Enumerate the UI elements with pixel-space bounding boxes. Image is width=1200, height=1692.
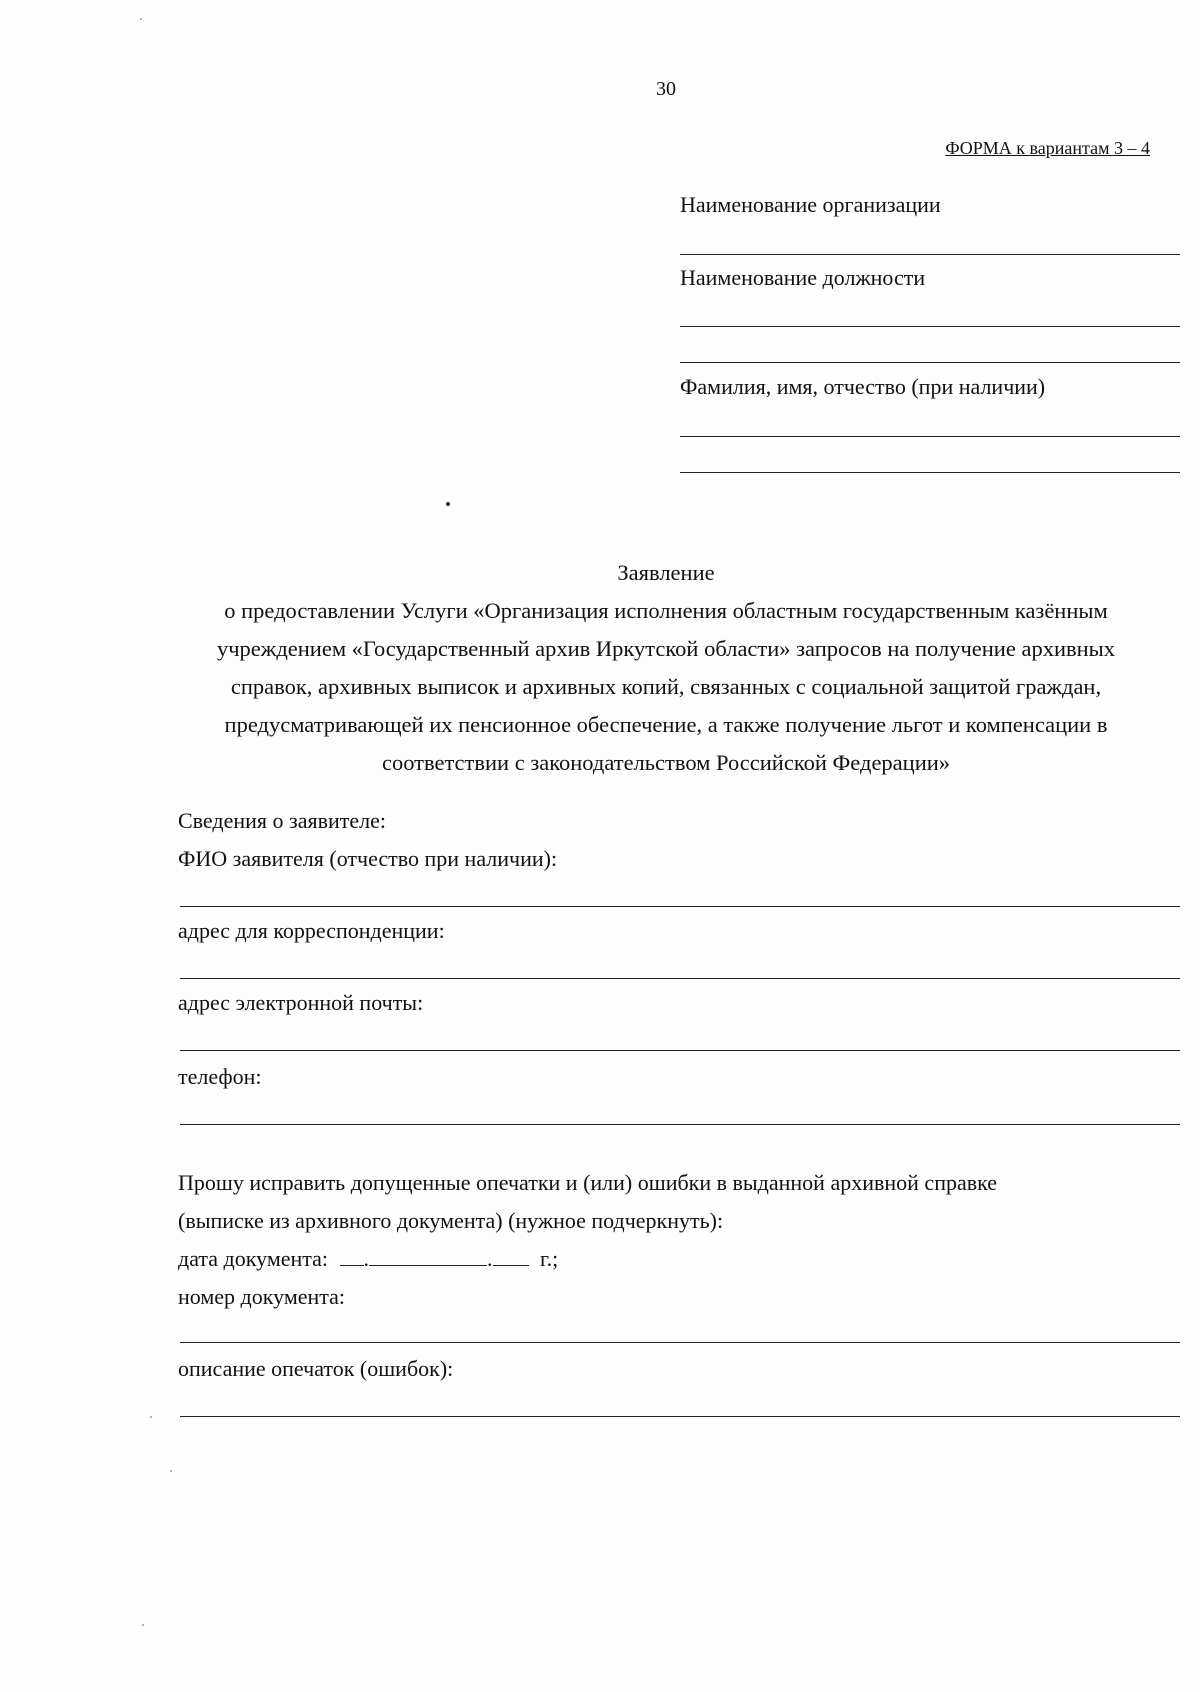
fullname-field-line-2[interactable] — [680, 472, 1180, 473]
request-line-2: (выписке из архивного документа) (нужное подчеркнуть): — [178, 1208, 724, 1233]
title-line-2: учреждением «Государственный архив Иркутской области» запросов на получение архивных — [216, 636, 1116, 661]
applicant-fio-label: ФИО заявителя (отчество при наличии): — [178, 846, 558, 871]
title-heading: Заявление — [617, 560, 715, 585]
title-line-4: предусматривающей их пенсионное обеспечение, а также получение льгот и компенсации в — [224, 712, 1108, 737]
document-number-label: номер документа: — [178, 1284, 346, 1309]
position-label: Наименование должности — [680, 265, 926, 290]
document-number-field-line[interactable] — [180, 1342, 1180, 1343]
position-field-line-1[interactable] — [680, 326, 1180, 327]
document-date-row — [178, 1246, 558, 1272]
request-line-1: Прошу исправить допущенные опечатки и (или) ошибки в выданной архивной справке — [178, 1170, 998, 1195]
title-line-1: о предоставлении Услуги «Организация исполнения областным государственным казённым — [224, 598, 1108, 623]
organization-label: Наименование организации — [680, 192, 941, 217]
title-line-3: справок, архивных выписок и архивных копий, связанных с социальной защитой граждан, — [230, 674, 1102, 699]
fullname-field-line-1[interactable] — [680, 436, 1180, 437]
address-label: адрес для корреспонденции: — [178, 918, 445, 943]
address-field-line[interactable] — [180, 978, 1180, 979]
date-separator-2: . — [487, 1246, 493, 1271]
year-suffix: г.; — [540, 1246, 559, 1271]
errors-description-label: описание опечаток (ошибок): — [178, 1356, 454, 1381]
date-separator-1: . — [363, 1246, 370, 1271]
stray-dot-mark — [446, 502, 450, 506]
document-date-label: дата документа: — [178, 1246, 329, 1271]
applicant-fio-field-line[interactable] — [180, 906, 1180, 907]
scan-speck — [170, 1470, 172, 1472]
position-field-line-2[interactable] — [680, 362, 1180, 363]
email-label: адрес электронной почты: — [178, 990, 424, 1015]
organization-field-line[interactable] — [680, 254, 1180, 255]
scan-speck — [150, 1416, 152, 1418]
fullname-label: Фамилия, имя, отчество (при наличии) — [680, 374, 1046, 399]
scan-speck — [140, 18, 142, 20]
applicant-section-label: Сведения о заявителе: — [178, 808, 387, 833]
phone-field-line[interactable] — [180, 1124, 1180, 1125]
application-title — [140, 554, 1192, 782]
scan-speck — [142, 1624, 144, 1626]
phone-label: телефон: — [178, 1064, 262, 1089]
date-day-field[interactable] — [340, 1247, 364, 1266]
date-year-field[interactable] — [493, 1247, 529, 1266]
email-field-line[interactable] — [180, 1050, 1180, 1051]
errors-description-field-line[interactable] — [180, 1416, 1180, 1417]
page-number: 30 — [656, 78, 676, 100]
date-month-field[interactable] — [369, 1247, 487, 1266]
title-line-5: соответствии с законодательством Российской Федерации» — [381, 750, 951, 775]
form-reference: ФОРМА к вариантам 3 – 4 — [945, 138, 1150, 158]
